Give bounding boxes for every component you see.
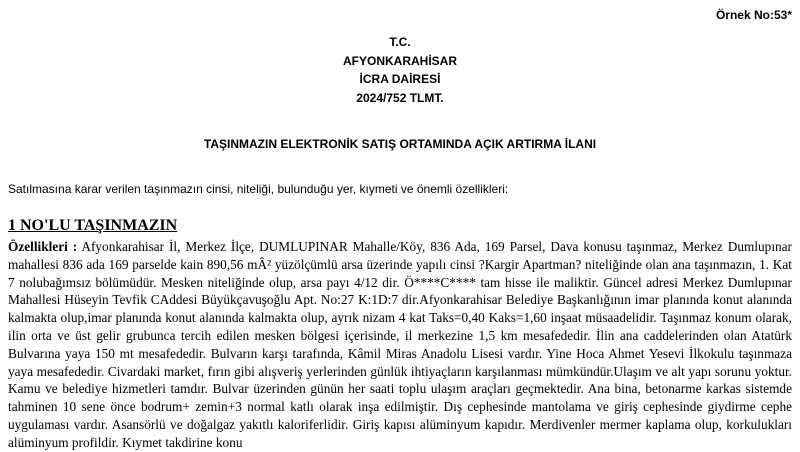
header-line-office: İCRA DAİRESİ xyxy=(359,72,441,87)
header-line-city: AFYONKARAHİSAR xyxy=(343,53,457,68)
intro-text: Satılmasına karar verilen taşınmazın cinsi, niteliği, bulunduğu yer, kıymeti ve önemli özellikleri: xyxy=(8,182,509,196)
header-line-tc: T.C. xyxy=(389,35,411,49)
property-features xyxy=(8,238,792,452)
document-header xyxy=(0,33,800,107)
notice-title: TAŞINMAZIN ELEKTRONİK SATIŞ ORTAMINDA AÇIK ARTIRMA İLANI xyxy=(203,137,597,151)
features-label: Özellikleri : xyxy=(8,239,78,254)
example-number: Örnek No:53* xyxy=(715,8,792,22)
property-heading: 1 NO'LU TAŞINMAZIN xyxy=(8,217,178,234)
features-text: Afyonkarahisar İl, Merkez İlçe, DUMLUPINAR Mahalle/Köy, 836 Ada, 169 Parsel, Dava konusu taşınmaz, Merkez Dumlupınar mahallesi 836 ada 169 parselde kain 890,56 mÂ² yüzölçümlü arsa üzerinde yapılı cinsi ?Kargir Apartman? niteliğinde olan ana taşınmazın, 1. Kat 7 nolubağımsız bölümüdür. Mesken niteliğinde olup, arsa payı 4/12 dir. Ö****C**** tam hisse ile maliktir. Güncel adresi Merkez Dumlupınar Mahallesi Hüseyin Tevfik CAddesi Büyükçavuşoğlu Apt. No:27 K:1D:7 dir.Afyonkarahisar Belediye Başkanlığının imar planında konut alanında kalmakta olup,imar planında konut alanında kalmakta olup, ayrık nizam 4 kat Taks=0,40 Kaks=1,60 inşaat müsaadelidir. Taşınmaz konum olarak, ilin orta ve üst gelir grubunca tercih edilen mesken bölgesi içerisinde, il merkezine 1,5 km mesafededir. İlin ana caddelerinden olan Atatürk Bulvarına yaya 150 mt mesafededir. Bulvarın karşı tarafında, Kâmil Miras Anadolu Lisesi vardır. Yine Hoca Ahmet Yesevi İlkokulu taşınmaza yaya mesafededir. Civardaki market, fırın gibi alışveriş yerlerinden günlük ihtiyaçların karşılanması mümkündür.Ulaşım ve alt yapı sorunu yoktur. Kamu ve belediye hizmetleri tamdır. Bulvar üzerinden günün her saati toplu ulaşım araçları geçmektedir. Ana bina, betonarme karkas sistemde tahminen 10 sene önce bodrum+ zemin+3 normal katlı olarak inşa edilmiştir. Dış cephesinde mantolama ve giriş cephesinde giydirme cephe uygulaması vardır. Asansörlü ve doğalgaz yakıtlı kaloriferlidir. Giriş kapısı alüminyum kapıdır. Merdivenler mermer kaplama olup, korkulukları alüminyum profildir. Kıymet takdirine konu xyxy=(8,239,792,450)
header-line-file-number: 2024/752 TLMT. xyxy=(356,90,444,105)
